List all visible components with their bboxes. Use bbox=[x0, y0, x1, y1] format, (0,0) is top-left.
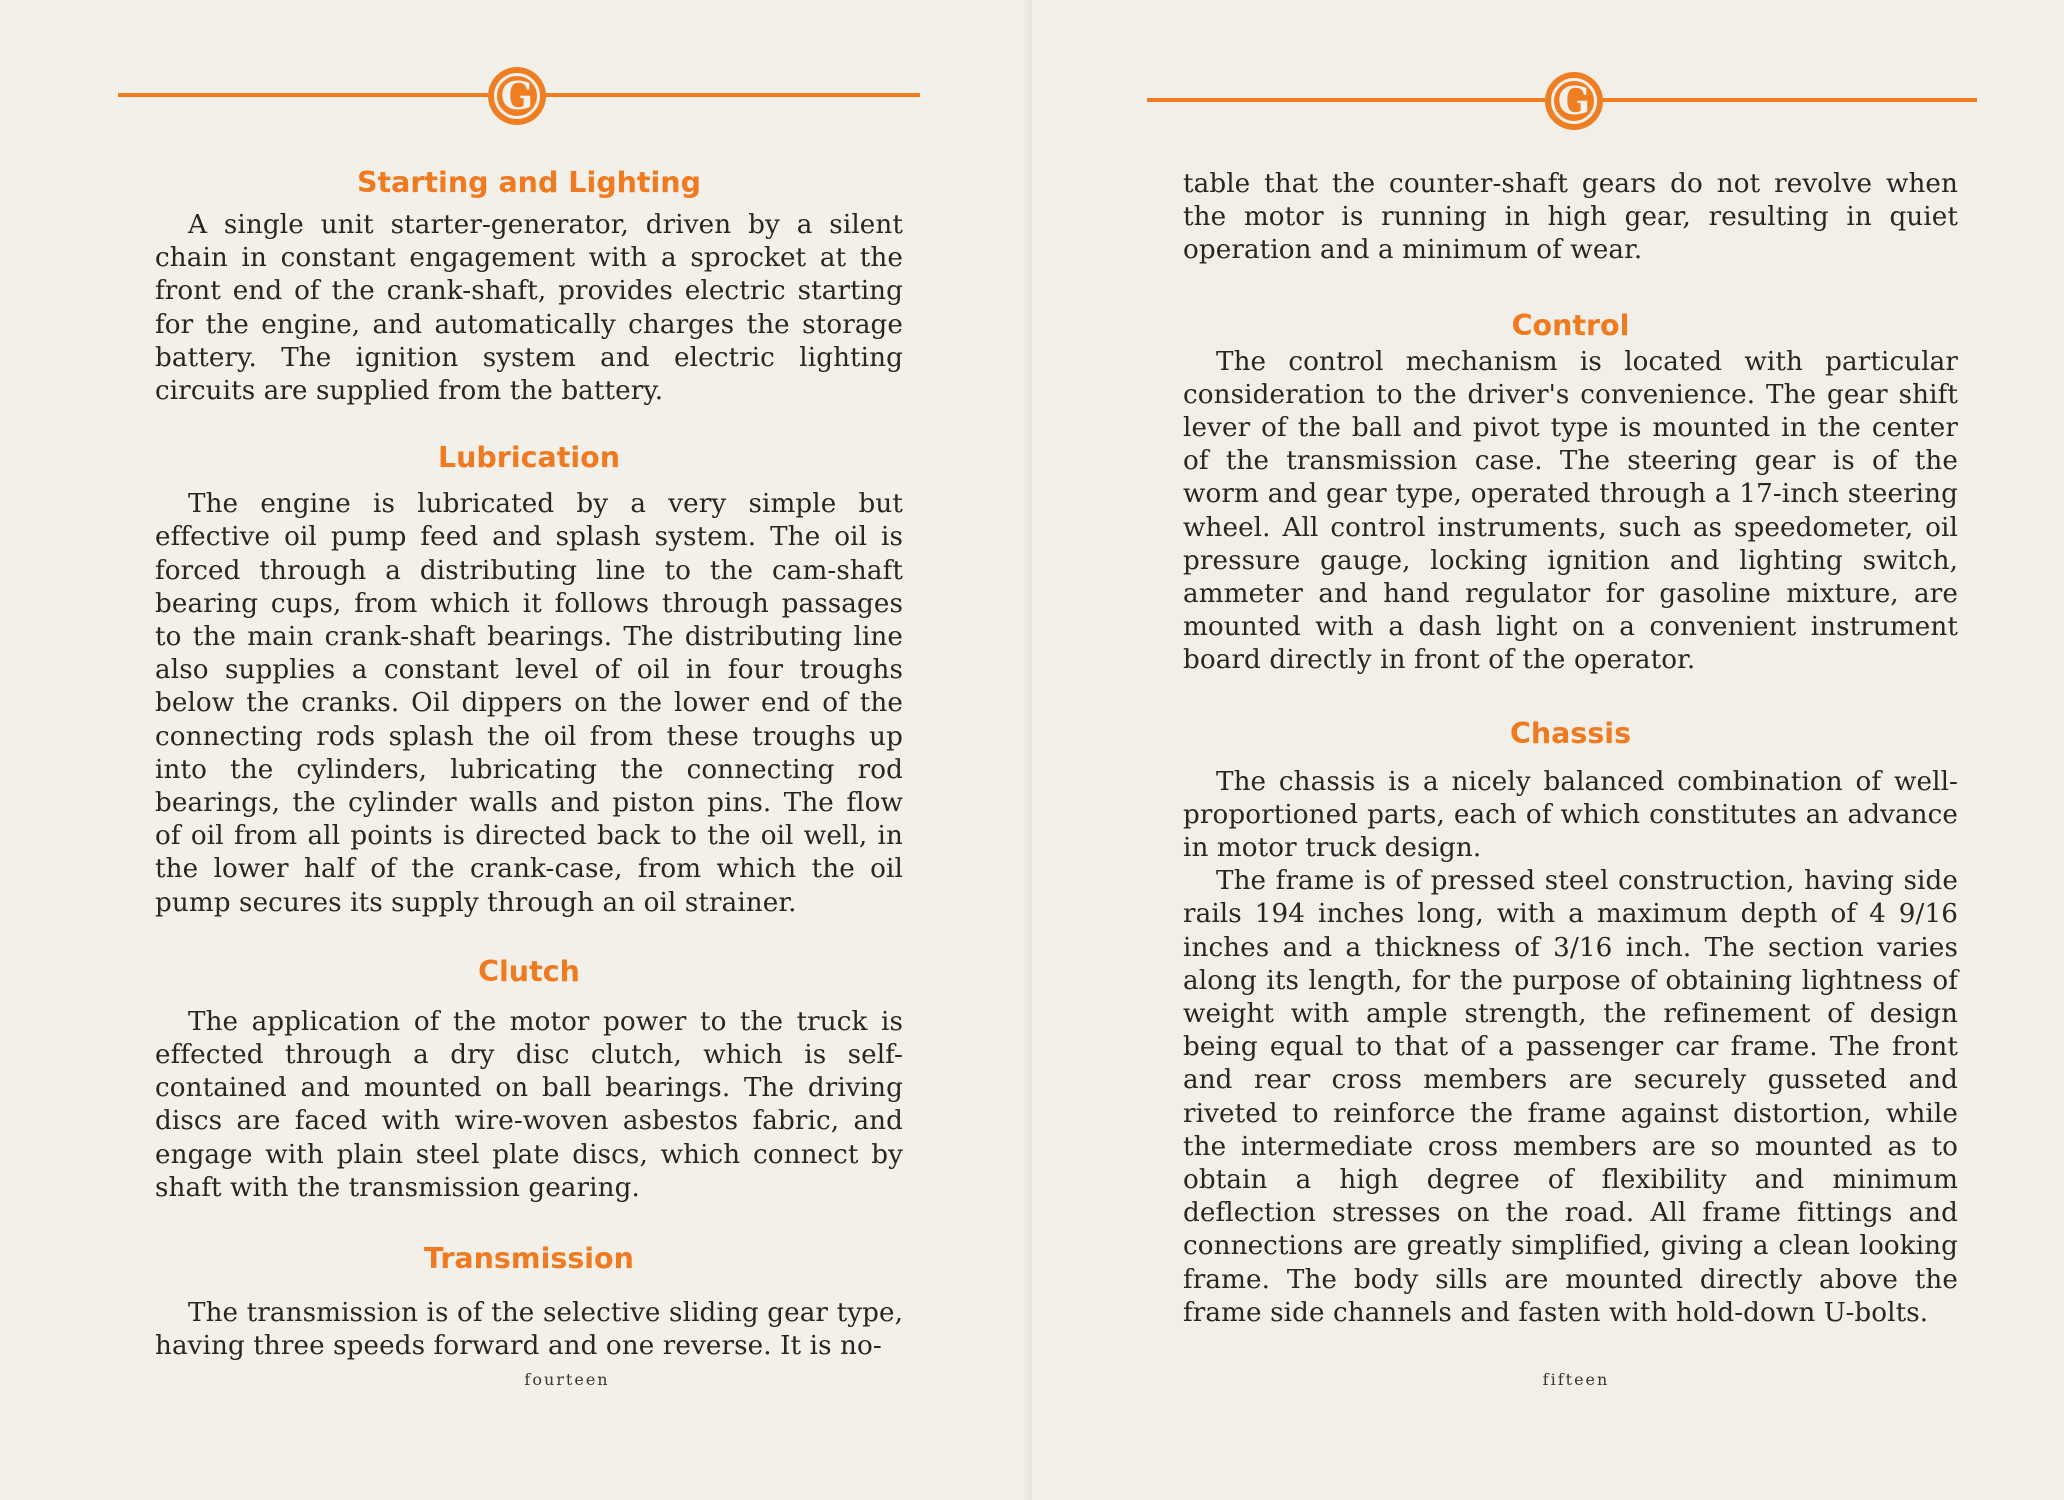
section-heading: Lubrication bbox=[437, 441, 621, 475]
section-heading: Chassis bbox=[1509, 716, 1632, 750]
left-page-text-column bbox=[155, 163, 903, 1363]
section-heading: Starting and Lighting bbox=[357, 166, 701, 199]
section-paragraph: The engine is lubricated by a very simple but effective oil pump feed and splash system. The oil is forced through a distributing line to the cam-shaft bearing cups, from which it follows through passages to the main crank-shaft bearings. The distributing line also supplies a constant level of oil in four troughs below the cranks. Oil dippers on the lower end of the connecting rods splash the oil from these troughs up into the cylinders, lubricating the connecting rod bearings, the cylinder walls and piston pins. The flow of oil from all points is directed back to the oil well, in the lower half of the crank-case, from which the oil pump secures its supply through an oil strainer. bbox=[155, 489, 903, 918]
header-rule-right-segment bbox=[1603, 98, 1977, 102]
section-paragraph: The control mechanism is located with particular consideration to the driver's convenience. The gear shift lever of the ball and pivot type is mounted in the center of the transmission case. The steering gear is of the worm and gear type, operated through a 17-inch steering wheel. All control instruments, such as speedometer, oil pressure gauge, locking ignition and lighting switch, ammeter and hand regulator for gasoline mixture, are mounted with a dash light on a convenient instrument board directly in front of the operator. bbox=[1183, 346, 1958, 676]
section-heading: Control bbox=[1511, 308, 1630, 342]
right-page-text-column bbox=[1183, 168, 1958, 1330]
header-rule-left-segment bbox=[118, 93, 488, 97]
g-emblem-icon bbox=[1545, 72, 1603, 130]
page-number: fifteen bbox=[1542, 1370, 1610, 1389]
page-number: fourteen bbox=[524, 1370, 610, 1389]
section-paragraph: The chassis is a nicely balanced combination of well-proportioned parts, each of which constitutes an advance in motor truck design. bbox=[1183, 766, 1958, 864]
header-rule-right-segment bbox=[546, 93, 920, 97]
section-heading: Transmission bbox=[424, 1242, 634, 1276]
section-paragraph: The application of the motor power to the truck is effected through a dry disc clutch, which is self-contained and mounted on ball bearings. The driving discs are faced with wire-woven asbestos fabric, and engage with plain steel plate discs, which connect by shaft with the transmission gearing. bbox=[155, 1006, 903, 1203]
section-paragraph: The transmission is of the selective sliding gear type, having three speeds forward and one reverse. It is no- bbox=[155, 1298, 903, 1362]
section-paragraph: The frame is of pressed steel construction, having side rails 194 inches long, with a maximum depth of 4 9/16 inches and a thickness of 3/16 inch. The section varies along its length, for the purpose of obtaining lightness of weight with ample strength, the refinement of design being equal to that of a passenger car frame. The front and rear cross members are securely gusseted and riveted to reinforce the frame against distortion, while the intermediate cross members are so mounted as to obtain a high degree of flexibility and minimum deflection stresses on the road. All frame fittings and connections are greatly simplified, giving a clean looking frame. The body sills are mounted directly above the frame side channels and fasten with hold-down U-bolts. bbox=[1183, 866, 1958, 1328]
right-page bbox=[1032, 0, 2064, 1500]
emblem-letter: G bbox=[1557, 78, 1591, 123]
continued-paragraph: table that the counter-shaft gears do not revolve when the motor is running in high gear, resulting in quiet operation and a minimum of wear. bbox=[1183, 169, 1958, 266]
g-emblem-icon bbox=[488, 67, 546, 125]
header-rule-left-segment bbox=[1147, 98, 1545, 102]
section-paragraph: A single unit starter-generator, driven by a silent chain in constant engagement with a sprocket at the front end of the crank-shaft, provides electric starting for the engine, and automatically charges the storage battery. The ignition system and electric lighting circuits are supplied from the battery. bbox=[155, 210, 903, 407]
emblem-letter: G bbox=[500, 73, 534, 118]
section-heading: Clutch bbox=[478, 954, 580, 988]
